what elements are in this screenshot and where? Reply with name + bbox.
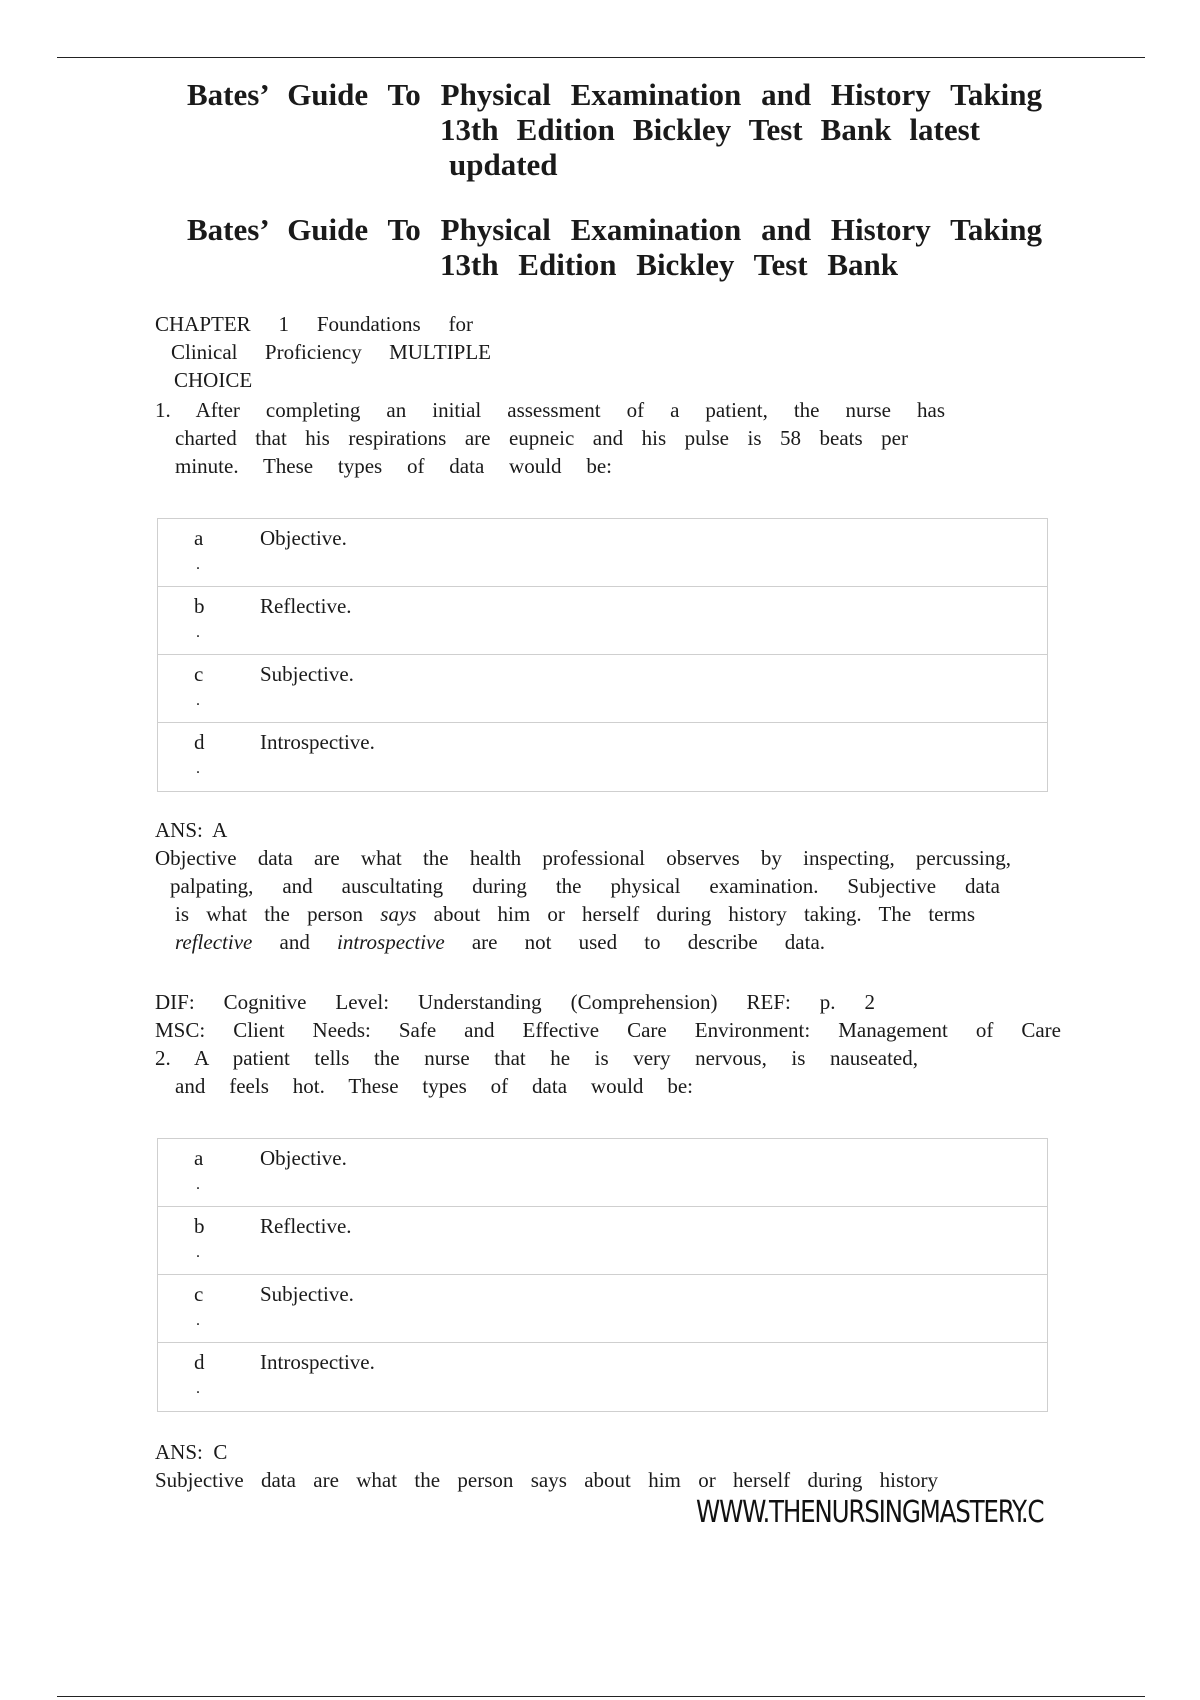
chapter-heading-line-2: Clinical Proficiency MULTIPLE [171, 340, 491, 364]
option-text: Introspective. [260, 1350, 375, 1374]
option-dot: . [196, 624, 200, 641]
option-row [158, 655, 1047, 723]
answer-2: ANS: C [155, 1440, 228, 1464]
option-text: Objective. [260, 526, 347, 550]
option-text: Reflective. [260, 1214, 352, 1238]
question-1-line-3: minute. These types of data would be: [175, 454, 612, 478]
option-dot: . [196, 1312, 200, 1329]
rationale-text: and [279, 930, 310, 954]
website-watermark: WWW.THENURSINGMASTERY.C [696, 1495, 1044, 1530]
rationale-emphasis: introspective [336, 930, 445, 954]
answer-1: ANS: A [155, 818, 228, 842]
option-text: Subjective. [260, 662, 354, 686]
option-text: Introspective. [260, 730, 375, 754]
difficulty-line: DIF: Cognitive Level: Understanding (Comprehension) REF: p. 2 [155, 990, 875, 1014]
top-rule [57, 57, 1145, 58]
option-dot: . [196, 760, 200, 777]
rationale-1-line-4 [175, 928, 825, 956]
option-text: Subjective. [260, 1282, 354, 1306]
option-letter: c [194, 662, 204, 686]
question-1-line-1: 1. After completing an initial assessment of a patient, the nurse has [155, 398, 945, 422]
subtitle-line-2: 13th Edition Bickley Test Bank [440, 247, 898, 282]
rationale-text: are not used to describe data. [471, 930, 826, 954]
rationale-1-line-1: Objective data are what the health professional observes by inspecting, percussing, [155, 846, 1011, 870]
title-line-2: 13th Edition Bickley Test Bank latest [440, 112, 980, 147]
rationale-emphasis: says [380, 902, 417, 926]
option-dot: . [196, 692, 200, 709]
bottom-rule [57, 1696, 1145, 1697]
option-row [158, 1275, 1047, 1343]
subtitle-line-1: Bates’ Guide To Physical Examination and History Taking [187, 212, 1042, 247]
rationale-2-line-1: Subjective data are what the person says about him or herself during history [155, 1468, 938, 1492]
title-line-3: updated [449, 147, 558, 182]
rationale-1-line-2: palpating, and auscultating during the physical examination. Subjective data [170, 874, 1000, 898]
option-text: Reflective. [260, 594, 352, 618]
question-2-line-2: and feels hot. These types of data would be: [175, 1074, 693, 1098]
option-row [158, 1207, 1047, 1275]
option-letter: a [194, 526, 204, 550]
option-row [158, 723, 1047, 791]
option-dot: . [196, 1380, 200, 1397]
option-letter: d [194, 1350, 205, 1374]
option-dot: . [196, 1176, 200, 1193]
option-row [158, 587, 1047, 655]
question-2-line-1: 2. A patient tells the nurse that he is very nervous, is nauseated, [155, 1046, 918, 1070]
option-letter: b [194, 594, 205, 618]
option-text: Objective. [260, 1146, 347, 1170]
chapter-heading-line-3: CHOICE [174, 368, 253, 392]
option-row [158, 519, 1047, 587]
option-letter: a [194, 1146, 204, 1170]
rationale-text: about him or herself during history taking. The terms [433, 902, 975, 926]
option-letter: b [194, 1214, 205, 1238]
document-title [187, 77, 1042, 182]
document-subtitle [187, 212, 1042, 282]
rationale-1-line-3 [175, 900, 975, 928]
client-needs-line: MSC: Client Needs: Safe and Effective Care Environment: Management of Care [155, 1018, 1061, 1042]
question-1-line-2: charted that his respirations are eupneic and his pulse is 58 beats per [175, 426, 908, 450]
rationale-emphasis: reflective [175, 930, 253, 954]
rationale-text: is what the person [175, 902, 364, 926]
option-row [158, 1139, 1047, 1207]
option-letter: c [194, 1282, 204, 1306]
option-letter: d [194, 730, 205, 754]
chapter-heading-line-1: CHAPTER 1 Foundations for [155, 312, 473, 336]
option-dot: . [196, 556, 200, 573]
question-1-options [157, 518, 1048, 792]
title-line-1: Bates’ Guide To Physical Examination and History Taking [187, 77, 1042, 112]
option-dot: . [196, 1244, 200, 1261]
option-row [158, 1343, 1047, 1411]
question-2-options [157, 1138, 1048, 1412]
